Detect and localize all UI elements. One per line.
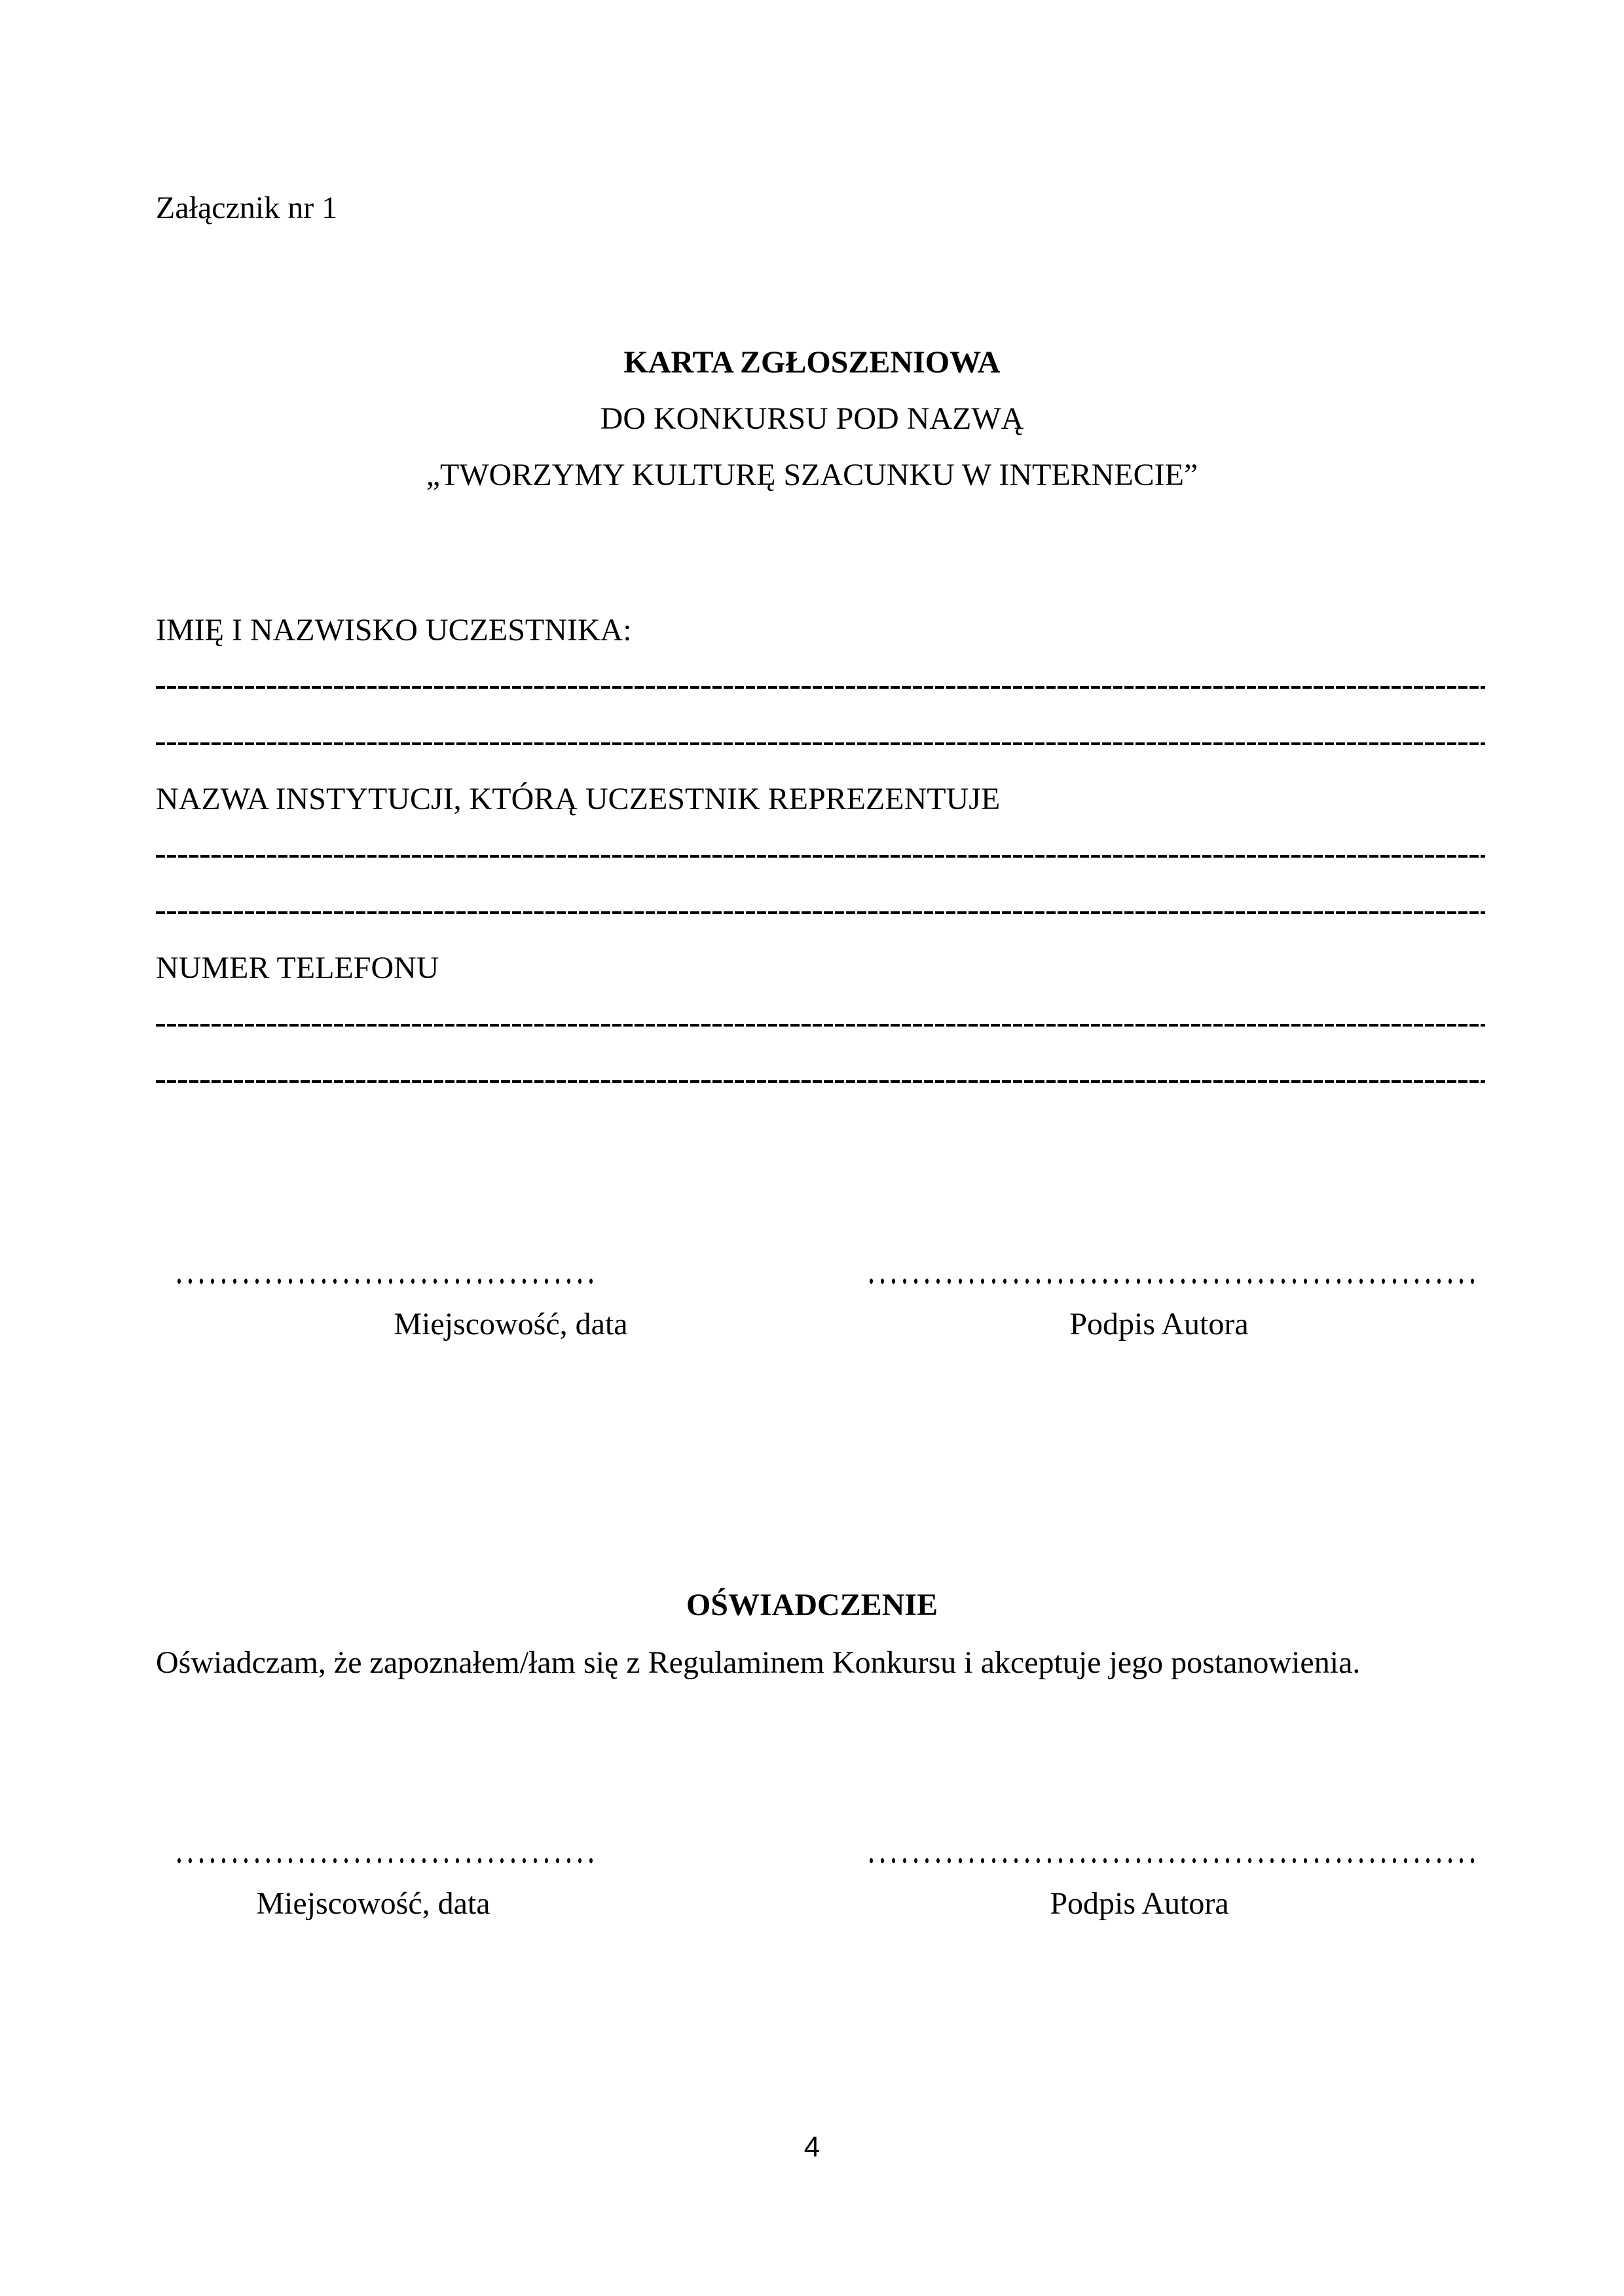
form-title: KARTA ZGŁOSZENIOWA [623,345,1001,380]
institution-line-2[interactable] [156,911,1485,914]
place-date-caption-2: Miejscowość, data [256,1886,490,1921]
institution-line-1[interactable] [156,855,1485,858]
participant-name-line-1[interactable] [156,686,1485,689]
annex-label: Załącznik nr 1 [156,191,338,225]
phone-line-2[interactable] [156,1080,1485,1083]
author-signature-dotted-line-1[interactable] [866,1279,1481,1284]
phone-line-1[interactable] [156,1024,1485,1027]
contest-name: „TWORZYMY KULTURĘ SZACUNKU W INTERNECIE” [426,458,1198,492]
page-number: 4 [803,2131,821,2163]
author-signature-caption-2: Podpis Autora [1050,1886,1229,1921]
author-signature-caption-1: Podpis Autora [1069,1307,1249,1341]
participant-name-label: IMIĘ I NAZWISKO UCZESTNIKA: [156,613,632,647]
place-date-dotted-line-2[interactable] [174,1858,593,1863]
institution-label: NAZWA INSTYTUCJI, KTÓRĄ UCZESTNIK REPREZENTUJE [156,782,1001,816]
form-subtitle: DO KONKURSU POD NAZWĄ [600,401,1024,436]
place-date-caption-1: Miejscowość, data [394,1307,628,1341]
phone-label: NUMER TELEFONU [156,951,439,985]
participant-name-line-2[interactable] [156,742,1485,745]
declaration-heading: OŚWIADCZENIE [686,1588,938,1622]
declaration-text: Oświadczam, że zapoznałem/łam się z Regulaminem Konkursu i akceptuje jego postanowienia. [156,1645,1361,1680]
place-date-dotted-line-1[interactable] [174,1279,593,1284]
author-signature-dotted-line-2[interactable] [866,1858,1481,1863]
